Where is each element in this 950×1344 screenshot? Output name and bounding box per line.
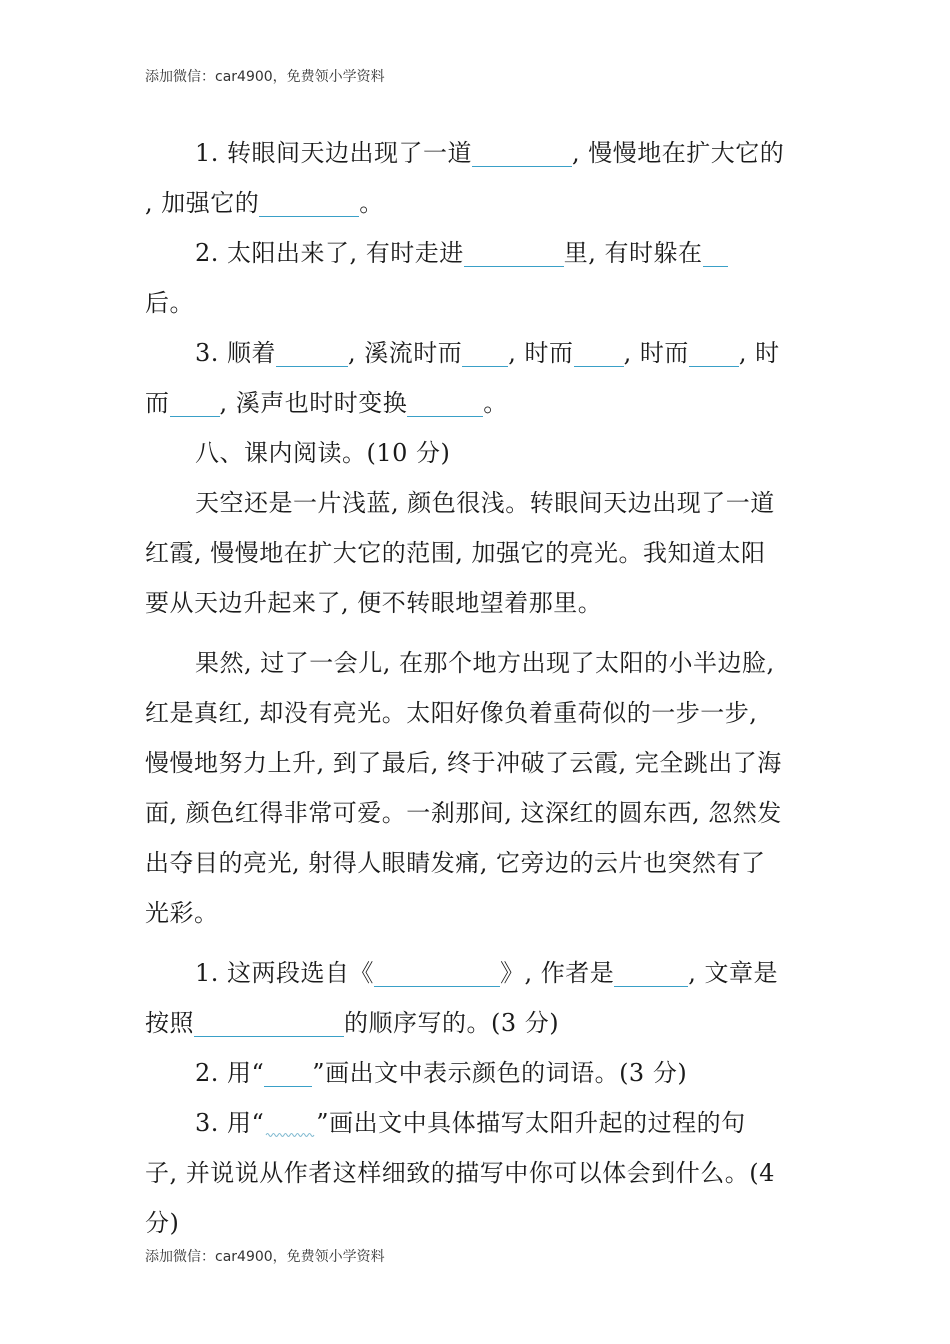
text-line xyxy=(145,178,384,228)
text-segment: 。 xyxy=(483,389,508,417)
text-line xyxy=(145,738,782,788)
text-segment: 3. 顺着 xyxy=(195,339,277,367)
text-segment: 分) xyxy=(145,1209,180,1237)
answer-blank[interactable] xyxy=(472,140,572,167)
text-segment: , 时 xyxy=(738,339,780,367)
text-segment: , 溪流时而 xyxy=(348,339,463,367)
wavy-underline-mark xyxy=(264,1111,316,1139)
text-segment: 红是真红, 却没有亮光。太阳好像负着重荷似的一步一步, xyxy=(145,699,758,727)
text-segment: 2. 用“ xyxy=(195,1059,265,1087)
text-line xyxy=(145,688,757,738)
text-line xyxy=(145,788,782,838)
text-segment: , 慢慢地在扩大它的 xyxy=(572,139,785,167)
text-segment: 里, 有时躲在 xyxy=(563,239,703,267)
text-segment: 果然, 过了一会儿, 在那个地方出现了太阳的小半边脸, xyxy=(195,649,775,677)
text-segment: 出夺目的亮光, 射得人眼睛发痛, 它旁边的云片也突然有了 xyxy=(145,849,766,877)
text-line xyxy=(195,1098,746,1148)
text-line xyxy=(195,428,450,478)
text-segment: 光彩。 xyxy=(145,899,219,927)
text-segment: ”画出文中表示颜色的词语。(3 分) xyxy=(312,1059,688,1087)
answer-blank[interactable] xyxy=(259,190,359,217)
text-segment: 天空还是一片浅蓝, 颜色很浅。转眼间天边出现了一道 xyxy=(195,489,775,517)
answer-blank[interactable] xyxy=(703,240,728,267)
answer-blank[interactable] xyxy=(689,340,739,367)
text-segment: 3. 用“ xyxy=(195,1109,265,1137)
answer-blank[interactable] xyxy=(462,340,508,367)
text-segment: 》, 作者是 xyxy=(500,959,615,987)
text-segment: 后。 xyxy=(145,289,194,317)
text-segment: 的顺序写的。(3 分) xyxy=(344,1009,560,1037)
text-line xyxy=(145,278,194,328)
text-segment: 红霞, 慢慢地在扩大它的范围, 加强它的亮光。我知道太阳 xyxy=(145,539,766,567)
text-segment: 八、课内阅读。(10 分) xyxy=(195,439,451,467)
text-line xyxy=(145,1198,179,1248)
answer-blank[interactable] xyxy=(194,1010,344,1037)
text-line xyxy=(145,838,766,888)
answer-blank[interactable] xyxy=(276,340,348,367)
text-segment: , 文章是 xyxy=(688,959,779,987)
text-line xyxy=(145,578,602,628)
answer-blank[interactable] xyxy=(374,960,500,987)
text-segment: 要从天边升起来了, 便不转眼地望着那里。 xyxy=(145,589,603,617)
text-segment: ”画出文中具体描写太阳升起的过程的句 xyxy=(316,1109,746,1137)
answer-blank[interactable] xyxy=(574,340,624,367)
answer-blank[interactable] xyxy=(407,390,483,417)
text-segment: , 时而 xyxy=(623,339,689,367)
text-segment: , 溪声也时时变换 xyxy=(219,389,408,417)
text-segment: 子, 并说说从作者这样细致的描写中你可以体会到什么。(4 xyxy=(145,1159,775,1187)
text-line xyxy=(145,998,559,1048)
text-segment: 而 xyxy=(145,389,170,417)
text-line xyxy=(145,888,219,938)
text-segment: , 加强它的 xyxy=(145,189,260,217)
text-segment: , 时而 xyxy=(508,339,574,367)
header-watermark: 添加微信：car4900，免费领小学资料 xyxy=(145,69,385,85)
text-segment: 。 xyxy=(359,189,384,217)
text-line xyxy=(195,478,775,528)
text-segment: 2. 太阳出来了, 有时走进 xyxy=(195,239,464,267)
text-line xyxy=(195,228,728,278)
answer-blank[interactable] xyxy=(464,240,564,267)
text-segment: 1. 转眼间天边出现了一道 xyxy=(195,139,473,167)
text-segment: 慢慢地努力上升, 到了最后, 终于冲破了云霞, 完全跳出了海 xyxy=(145,749,782,777)
text-segment: 按照 xyxy=(145,1009,194,1037)
footer-watermark: 添加微信：car4900，免费领小学资料 xyxy=(145,1249,385,1265)
text-line xyxy=(195,1048,687,1098)
text-line xyxy=(145,1148,775,1198)
text-segment: 面, 颜色红得非常可爱。一刹那间, 这深红的圆东西, 忽然发 xyxy=(145,799,782,827)
answer-blank[interactable] xyxy=(264,1060,312,1087)
text-line xyxy=(145,378,508,428)
answer-blank[interactable] xyxy=(170,390,220,417)
text-line xyxy=(195,328,780,378)
text-line xyxy=(195,638,775,688)
text-segment: 1. 这两段选自《 xyxy=(195,959,375,987)
text-line xyxy=(195,948,778,998)
text-line xyxy=(145,528,766,578)
text-line xyxy=(195,128,784,178)
answer-blank[interactable] xyxy=(614,960,688,987)
